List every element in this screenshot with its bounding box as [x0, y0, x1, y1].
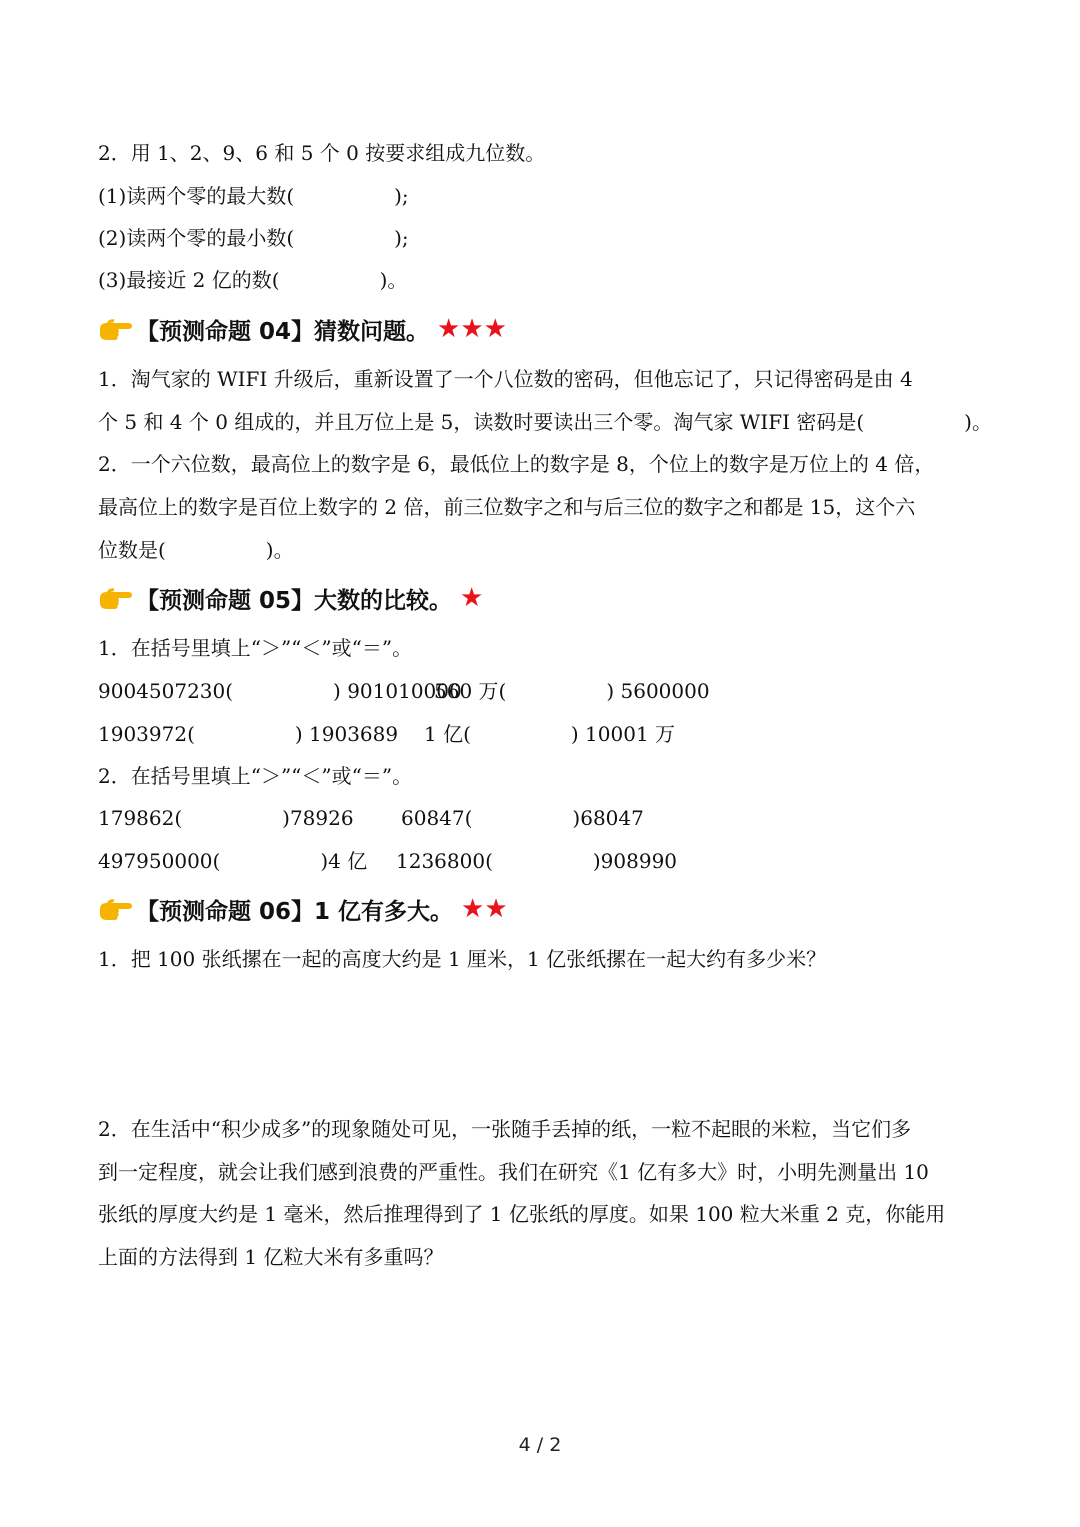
section-04-title: 【预测命题 04】猜数问题。 — [136, 318, 430, 345]
rating-stars: ★★★ — [437, 314, 507, 344]
section-06-q1: 1．把 100 张纸摞在一起的高度大约是 1 厘米，1 亿张纸摞在一起大约有多少米？ — [98, 947, 827, 971]
section-04-line-3: 2．一个六位数，最高位上的数字是 6，最低位上的数字是 8，个位上的数字是万位上的 4 倍， — [98, 452, 935, 476]
question-2-title: 2．用 1、2、9、6 和 5 个 0 按要求组成九位数。 — [98, 141, 546, 165]
section-04-line-4: 最高位上的数字是百位上数字的 2 倍，前三位数字之和与后三位的数字之和都是 15，这个六 — [98, 495, 916, 519]
section-06-q2-line-4: 上面的方法得到 1 亿粒大米有多重吗？ — [98, 1245, 444, 1269]
pointing-hand-icon — [98, 895, 134, 923]
compare-cell: 560 万( ) 5600000 — [434, 679, 710, 703]
section-04-line-5: 位数是( )。 — [98, 538, 294, 562]
section-06-title: 【预测命题 06】1 亿有多大。 — [136, 898, 454, 925]
compare-cell: 60847( )68047 — [401, 806, 644, 830]
question-2-item-1: (1)读两个零的最大数( ); — [98, 184, 409, 208]
pointing-hand-icon — [98, 584, 134, 612]
section-04-line-2: 个 5 和 4 个 0 组成的，并且万位上是 5，读数时要读出三个零。淘气家 WIFI 密码是( )。 — [98, 410, 992, 434]
page-number: 4 / 2 — [518, 1434, 562, 1456]
compare-cell: 497950000( )4 亿 — [98, 849, 368, 873]
section-06-q2-line-2: 到一定程度，就会让我们感到浪费的严重性。我们在研究《1 亿有多大》时，小明先测量出 10 — [98, 1160, 929, 1184]
section-04-heading — [98, 311, 506, 347]
pointing-hand-icon — [98, 315, 134, 343]
compare-cell: 9004507230( ) 901010000 — [98, 679, 462, 703]
question-2-item-3: (3)最接近 2 亿的数( )。 — [98, 268, 408, 292]
compare-cell: 179862( )78926 — [98, 806, 354, 830]
section-06-q2-line-3: 张纸的厚度大约是 1 毫米，然后推理得到了 1 亿张纸的厚度。如果 100 粒大米重 2 克，你能用 — [98, 1202, 946, 1226]
section-05-q1-title: 1．在括号里填上“＞”“＜”或“＝”。 — [98, 636, 413, 660]
rating-stars: ★ — [460, 583, 484, 613]
compare-cell: 1236800( )908990 — [396, 849, 678, 873]
section-06-heading — [98, 891, 507, 927]
question-2-item-2: (2)读两个零的最小数( ); — [98, 226, 409, 250]
section-04-line-1: 1．淘气家的 WIFI 升级后，重新设置了一个八位数的密码，但他忘记了，只记得密码是由 4 — [98, 367, 913, 391]
rating-stars: ★★ — [461, 894, 508, 924]
section-05-q2-title: 2．在括号里填上“＞”“＜”或“＝”。 — [98, 764, 413, 788]
compare-cell: 1 亿( ) 10001 万 — [424, 722, 676, 746]
section-05-title: 【预测命题 05】大数的比较。 — [136, 587, 453, 614]
section-05-heading — [98, 580, 482, 616]
section-06-q2-line-1: 2．在生活中“积少成多”的现象随处可见，一张随手丢掉的纸，一粒不起眼的米粒，当它们多 — [98, 1117, 912, 1141]
compare-cell: 1903972( ) 1903689 — [98, 722, 399, 746]
